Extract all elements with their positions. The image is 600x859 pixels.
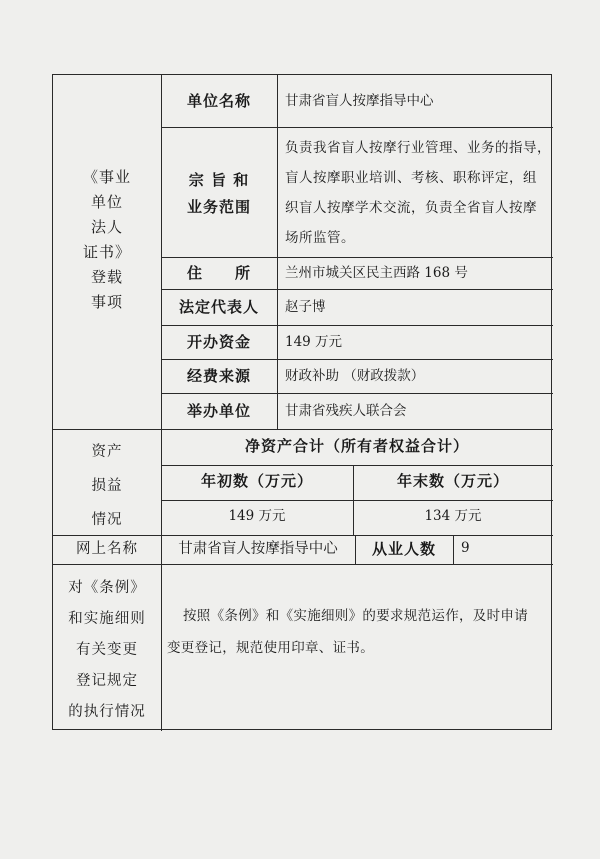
row-divider-4 — [161, 325, 553, 326]
label-line: 登载 — [90, 268, 123, 286]
end-of-year-header: 年末数（万元） — [396, 472, 509, 490]
row-divider-2 — [161, 257, 553, 258]
label-line: 损益 — [91, 478, 123, 494]
assets-section-label — [53, 435, 161, 537]
purpose-label-line1: 宗 旨 和 — [188, 171, 250, 189]
net-assets-header: 净资产合计（所有者权益合计） — [244, 437, 469, 455]
capital-value: 149 万元 — [285, 334, 343, 350]
section-divider-compliance — [53, 564, 553, 565]
online-name-label: 网上名称 — [76, 541, 138, 557]
label-line: 登记规定 — [76, 673, 138, 689]
address-value: 兰州市城关区民主西路 168 号 — [285, 265, 468, 281]
purpose-line: 织盲人按摩学术交流，负责全省盲人按摩 — [285, 200, 537, 216]
compliance-section-label — [53, 573, 161, 728]
label-line: 有关变更 — [76, 642, 138, 658]
funding-label: 经费来源 — [186, 367, 251, 385]
purpose-line: 盲人按摩职业培训、考核、职称评定，组 — [285, 170, 537, 186]
label-line: 单位 — [90, 193, 123, 211]
row-divider-3 — [161, 289, 553, 290]
unit-name-label: 单位名称 — [186, 92, 251, 110]
sponsor-label: 举办单位 — [186, 402, 251, 420]
start-of-year-value: 149 万元 — [228, 508, 286, 524]
staff-count-value: 9 — [461, 540, 470, 556]
sponsor-value: 甘肃省残疾人联合会 — [285, 403, 407, 419]
col-divider-online-3 — [453, 535, 454, 564]
label-line: 的执行情况 — [68, 704, 146, 720]
online-name-value: 甘肃省盲人按摩指导中心 — [178, 541, 338, 557]
label-line: 情况 — [91, 512, 123, 528]
label-line: 和实施细则 — [68, 611, 146, 627]
assets-header-divider — [161, 465, 553, 466]
row-divider-5 — [161, 359, 553, 360]
row-divider-6 — [161, 393, 553, 394]
label-line: 事项 — [90, 293, 123, 311]
compliance-text-line1: 按照《条例》和《实施细则》的要求规范运作，及时申请 — [183, 608, 528, 624]
assets-subheader-divider — [161, 500, 553, 501]
compliance-text-line2: 变更登记，规范使用印章、证书。 — [167, 640, 374, 656]
purpose-line: 负责我省盲人按摩行业管理、业务的指导， — [285, 140, 551, 156]
legal-rep-value: 赵子博 — [285, 299, 326, 315]
label-line: 法人 — [90, 218, 123, 236]
label-line: 《事业 — [82, 168, 131, 186]
start-of-year-header: 年初数（万元） — [200, 472, 313, 490]
capital-label: 开办资金 — [186, 333, 251, 351]
legal-rep-label: 法定代表人 — [178, 298, 259, 316]
label-line: 资产 — [91, 444, 123, 460]
funding-value: 财政补助 （财政拨款） — [285, 368, 425, 384]
label-line: 对《条例》 — [68, 580, 146, 596]
section-divider-assets — [53, 429, 553, 430]
registration-section-label — [53, 165, 161, 315]
staff-count-label: 从业人数 — [371, 540, 436, 558]
col-divider-compliance — [161, 564, 162, 731]
purpose-label-line2: 业务范围 — [186, 198, 251, 216]
registration-table — [52, 74, 552, 730]
end-of-year-value: 134 万元 — [424, 508, 482, 524]
address-label: 住 所 — [186, 264, 251, 282]
purpose-line: 场所监管。 — [285, 230, 355, 246]
row-divider-1 — [161, 127, 553, 128]
label-line: 证书》 — [82, 243, 131, 261]
unit-name-value: 甘肃省盲人按摩指导中心 — [285, 93, 434, 109]
purpose-value — [285, 133, 551, 253]
